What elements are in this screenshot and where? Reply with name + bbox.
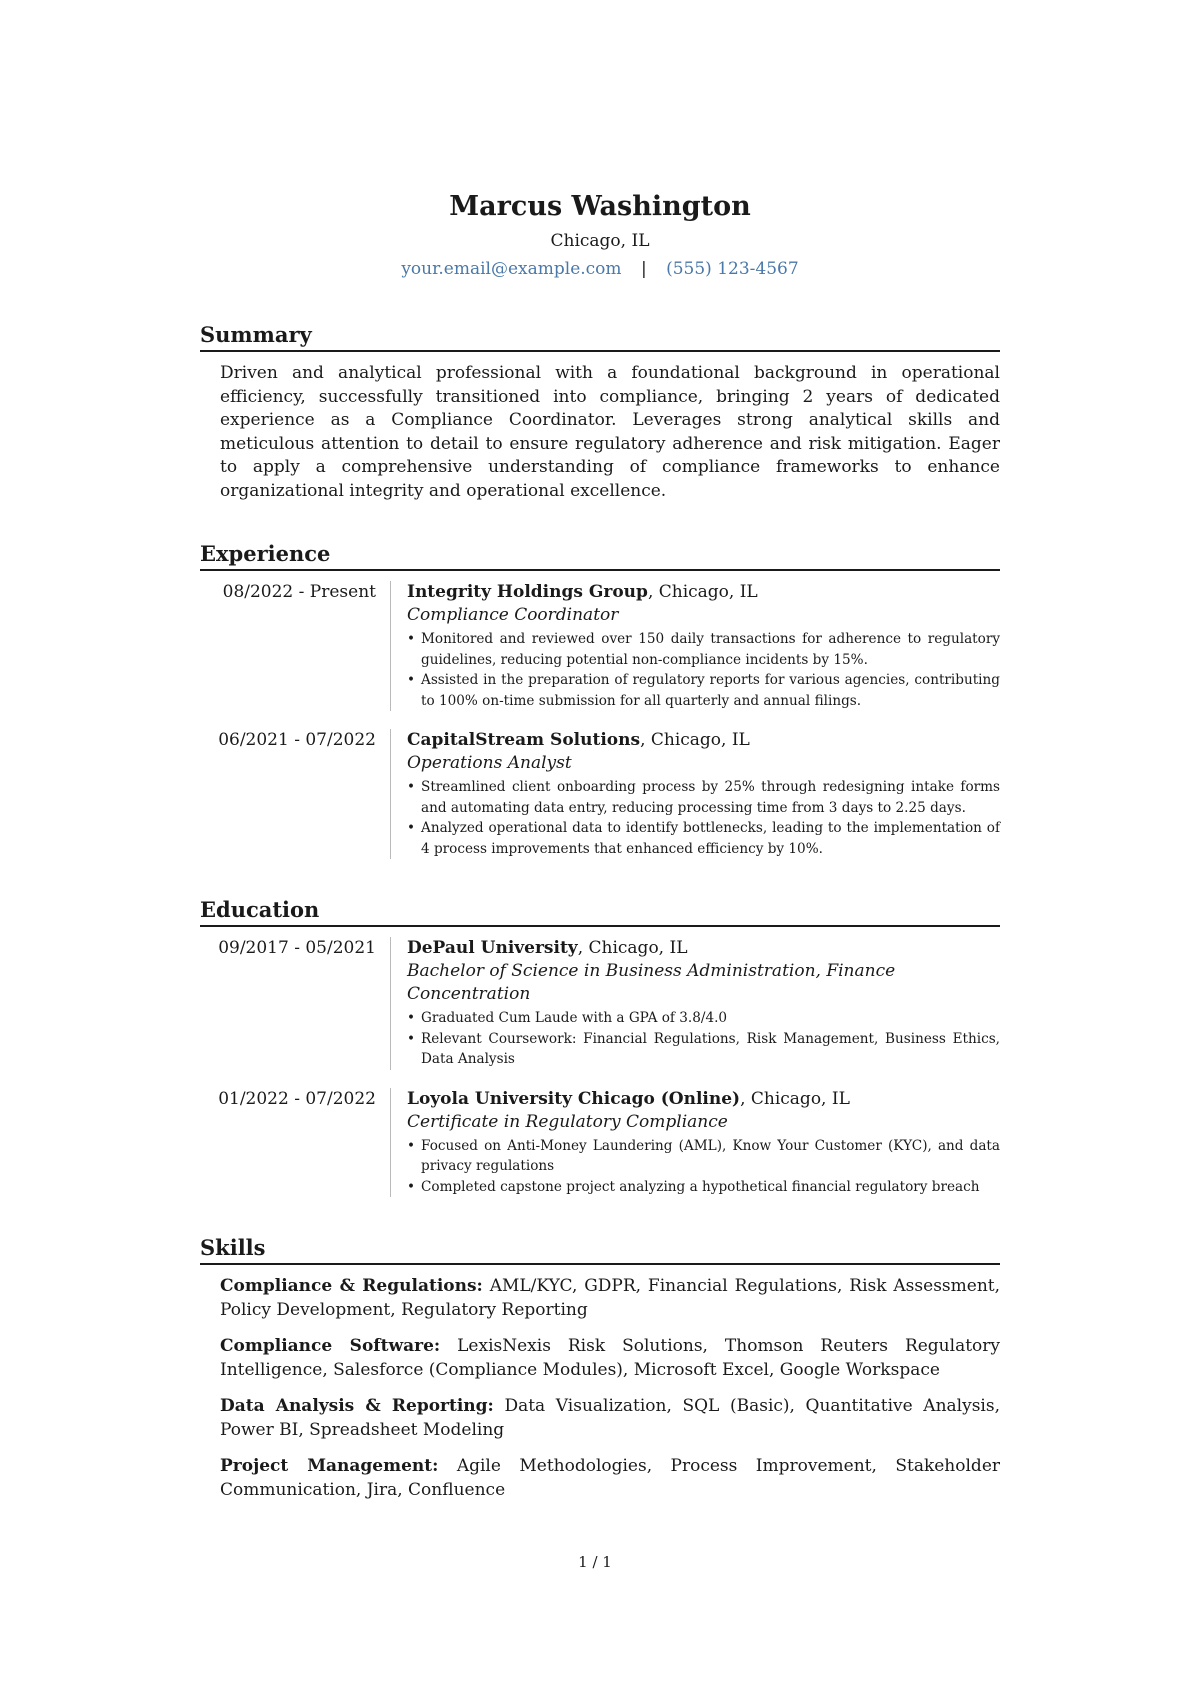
- entry-organization: DePaul University: [407, 938, 578, 958]
- skill-label: Data Analysis & Reporting:: [220, 1396, 494, 1416]
- bullet-item: • Graduated Cum Laude with a GPA of 3.8/4.0: [407, 1008, 1000, 1029]
- entry-location: , Chicago, IL: [577, 938, 688, 958]
- entry-dates: 08/2022 - Present: [200, 581, 391, 711]
- summary-section: [200, 322, 1000, 503]
- bullet-item: • Completed capstone project analyzing a hypothetical financial regulatory breach: [407, 1177, 1000, 1198]
- entry-bullets: [407, 777, 1000, 859]
- skill-value: LexisNexis Risk Solutions, Thomson Reuters Regulatory Intelligence, Salesforce (Compliance Modules), Microsoft Excel, Google Workspace: [220, 1336, 1001, 1380]
- skill-label: Compliance & Regulations:: [220, 1276, 483, 1296]
- candidate-location: Chicago, IL: [550, 231, 650, 251]
- summary-title: Summary: [200, 322, 1000, 352]
- education-section: [200, 897, 1000, 1197]
- entry-organization: Loyola University Chicago (Online): [407, 1088, 741, 1109]
- education-entry: [200, 937, 1000, 1070]
- experience-title: Experience: [200, 541, 1000, 571]
- skill-value: Agile Methodologies, Process Improvement, Stakeholder Communication, Jira, Confluence: [220, 1456, 1001, 1500]
- entry-role: Bachelor of Science in Business Administration, Finance Concentration: [407, 961, 896, 1004]
- resume-page: [200, 190, 1000, 1515]
- skill-label: Project Management:: [220, 1456, 439, 1476]
- entry-dates: 01/2022 - 07/2022: [200, 1088, 391, 1198]
- entry-bullets: [407, 1008, 1000, 1070]
- bullet-item: • Monitored and reviewed over 150 daily transactions for adherence to regulatory guidelines, reducing potential non-compliance incidents by 15%.: [407, 629, 1000, 670]
- entry-role: Compliance Coordinator: [407, 605, 619, 625]
- entry-bullets: [407, 629, 1000, 711]
- entry-location: , Chicago, IL: [740, 1088, 850, 1109]
- entry-body: [391, 581, 1000, 711]
- entry-body: [391, 729, 1000, 859]
- entry-body: [391, 1088, 1000, 1198]
- experience-section: [200, 541, 1000, 859]
- skill-item: [220, 1455, 1000, 1502]
- bullet-item: • Analyzed operational data to identify bottlenecks, leading to the implementation of 4 process improvements that enhanced efficiency by 10%.: [407, 818, 1000, 859]
- entry-location: , Chicago, IL: [647, 582, 758, 602]
- entry-location: , Chicago, IL: [640, 730, 750, 750]
- entry-organization: Integrity Holdings Group: [407, 582, 648, 602]
- skill-value: AML/KYC, GDPR, Financial Regulations, Risk Assessment, Policy Development, Regulatory Reporting: [220, 1276, 1001, 1320]
- entry-role: Certificate in Regulatory Compliance: [407, 1111, 728, 1132]
- bullet-item: • Focused on Anti-Money Laundering (AML), Know Your Customer (KYC), and data privacy regulations: [407, 1136, 1000, 1177]
- entry-heading: [407, 581, 1000, 604]
- skill-value: Data Visualization, SQL (Basic), Quantitative Analysis, Power BI, Spreadsheet Modeling: [220, 1396, 1000, 1440]
- education-title: Education: [200, 897, 1000, 927]
- contact-separator: |: [640, 259, 647, 279]
- bullet-item: • Assisted in the preparation of regulatory reports for various agencies, contributing to 100% on-time submission for all quarterly and annual filings.: [407, 670, 1000, 711]
- skill-item: [220, 1335, 1000, 1382]
- experience-entry: [200, 729, 1000, 859]
- bullet-item: • Relevant Coursework: Financial Regulations, Risk Management, Business Ethics, Data Analysis: [407, 1029, 1000, 1070]
- entry-dates: 09/2017 - 05/2021: [200, 937, 391, 1070]
- skill-item: [220, 1395, 1000, 1442]
- skills-list: [220, 1275, 1000, 1502]
- entry-body: [391, 937, 1000, 1070]
- entry-heading: [407, 729, 1000, 752]
- entry-heading: [407, 937, 1000, 960]
- entry-dates: 06/2021 - 07/2022: [200, 729, 391, 859]
- email-link[interactable]: your.email@example.com: [401, 259, 622, 279]
- page-number: 1 / 1: [578, 1553, 612, 1571]
- skill-item: [220, 1275, 1000, 1322]
- experience-entry: [200, 581, 1000, 711]
- skills-section: [200, 1235, 1000, 1502]
- education-entry: [200, 1088, 1000, 1198]
- contact-line: [200, 258, 1000, 280]
- entry-role: Operations Analyst: [407, 753, 572, 773]
- entry-bullets: [407, 1136, 1000, 1198]
- candidate-name: Marcus Washington: [449, 191, 751, 222]
- entry-heading: [407, 1088, 1000, 1111]
- phone-link[interactable]: (555) 123-4567: [666, 259, 799, 279]
- entry-organization: CapitalStream Solutions: [407, 730, 641, 750]
- bullet-item: • Streamlined client onboarding process by 25% through redesigning intake forms and automating data entry, reducing processing time from 3 days to 2.25 days.: [407, 777, 1000, 818]
- resume-header: [200, 190, 1000, 280]
- summary-text: Driven and analytical professional with a foundational background in operational efficiency, successfully transitioned into compliance, bringing 2 years of dedicated experience as a Compliance Coordinator. Leverages strong analytical skills and meticulous attention to detail to ensure regulatory adherence and risk mitigation. Eager to apply a comprehensive understanding of compliance frameworks to enhance organizational integrity and operational excellence.: [220, 363, 1000, 501]
- skill-label: Compliance Software:: [220, 1336, 441, 1356]
- skills-title: Skills: [200, 1235, 1000, 1265]
